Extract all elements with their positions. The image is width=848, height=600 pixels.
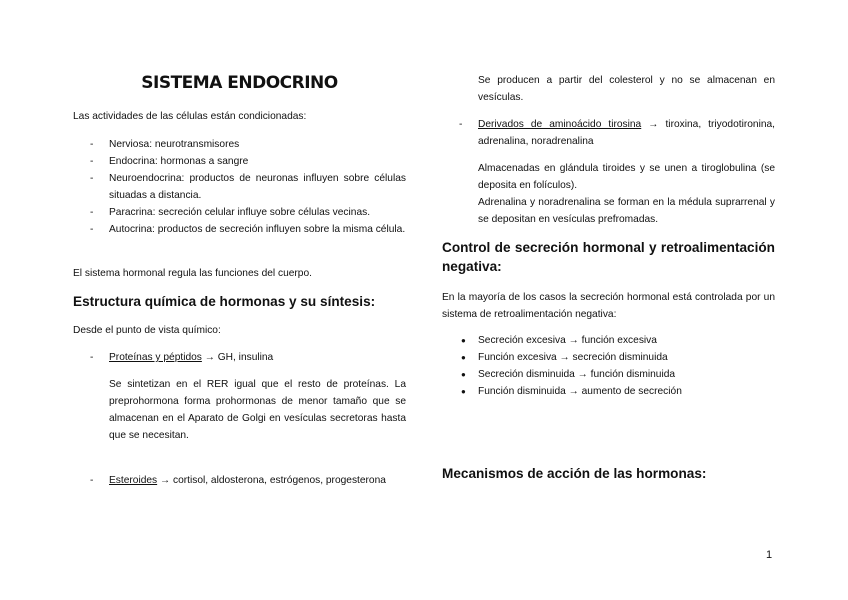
page-number: 1 [766, 549, 773, 561]
list-item: ● Función excesiva → secreción disminuida [442, 349, 775, 366]
list-item: - Nerviosa: neurotransmisores [73, 136, 406, 153]
left-column [73, 0, 406, 486]
proteins-examples: → GH, insulina [201, 352, 274, 363]
tyrosine-description-2: Adrenalina y noradrenalina se forman en la médula suprarrenal y se depositan en vesículas prefromadas. [478, 197, 775, 225]
list-item: - Autocrina: productos de secreción influyen sobre la misma célula. [73, 221, 406, 238]
feedback-list [442, 332, 775, 400]
page-title: SISTEMA ENDOCRINO [141, 73, 338, 93]
steroids-item [73, 472, 406, 489]
list-item: - Endocrina: hormonas a sangre [73, 153, 406, 170]
tyrosine-item [442, 116, 775, 150]
tyrosine-term: Derivados de aminoácido tirosina [478, 119, 642, 130]
chemical-intro: Desde el punto de vista químico: [73, 325, 221, 336]
tyrosine-examples: → tiroxina, triyodotironina, adrenalina, noradrenalina [478, 119, 775, 147]
system-note: El sistema hormonal regula las funciones del cuerpo. [73, 268, 312, 279]
list-item: ● Secreción excesiva → función excesiva [442, 332, 775, 349]
proteins-item [73, 349, 406, 366]
list-item: - Neuroendocrina: productos de neuronas influyen sobre células situadas a distancia. [73, 170, 406, 204]
steroids-description: Se producen a partir del colesterol y no se almacenan en vesículas. [478, 75, 775, 103]
heading-mechanisms: Mecanismos de acción de las hormonas: [442, 466, 707, 481]
proteins-description: Se sintetizan en el RER igual que el resto de proteínas. La preprohormona forma prohormonas de menor tamaño que se almacenan en el Aparato de Golgi en vesículas secretoras hasta que se necesitan. [109, 379, 406, 441]
tyrosine-description-1: Almacenadas en glándula tiroides y se unen a tiroglobulina (se deposita en folículos). [478, 163, 775, 191]
steroids-term: Esteroides [109, 475, 158, 486]
heading-control: Control de secreción hormonal y retroalimentación negativa: [442, 240, 775, 274]
proteins-term: Proteínas y péptidos [109, 352, 202, 363]
list-item: ● Secreción disminuida → función disminuida [442, 366, 775, 383]
control-intro: En la mayoría de los casos la secreción hormonal está controlada por un sistema de retroalimentación negativa: [442, 292, 775, 320]
list-item: ● Función disminuida → aumento de secreción [442, 383, 775, 400]
heading-structure: Estructura química de hormonas y su síntesis: [73, 294, 376, 309]
activity-list [73, 136, 406, 238]
steroids-examples: → cortisol, aldosterona, estrógenos, progesterona [157, 475, 386, 486]
right-column [442, 0, 775, 481]
intro-text: Las actividades de las células están condicionadas: [73, 111, 307, 122]
list-item: - Paracrina: secreción celular influye sobre células vecinas. [73, 204, 406, 221]
